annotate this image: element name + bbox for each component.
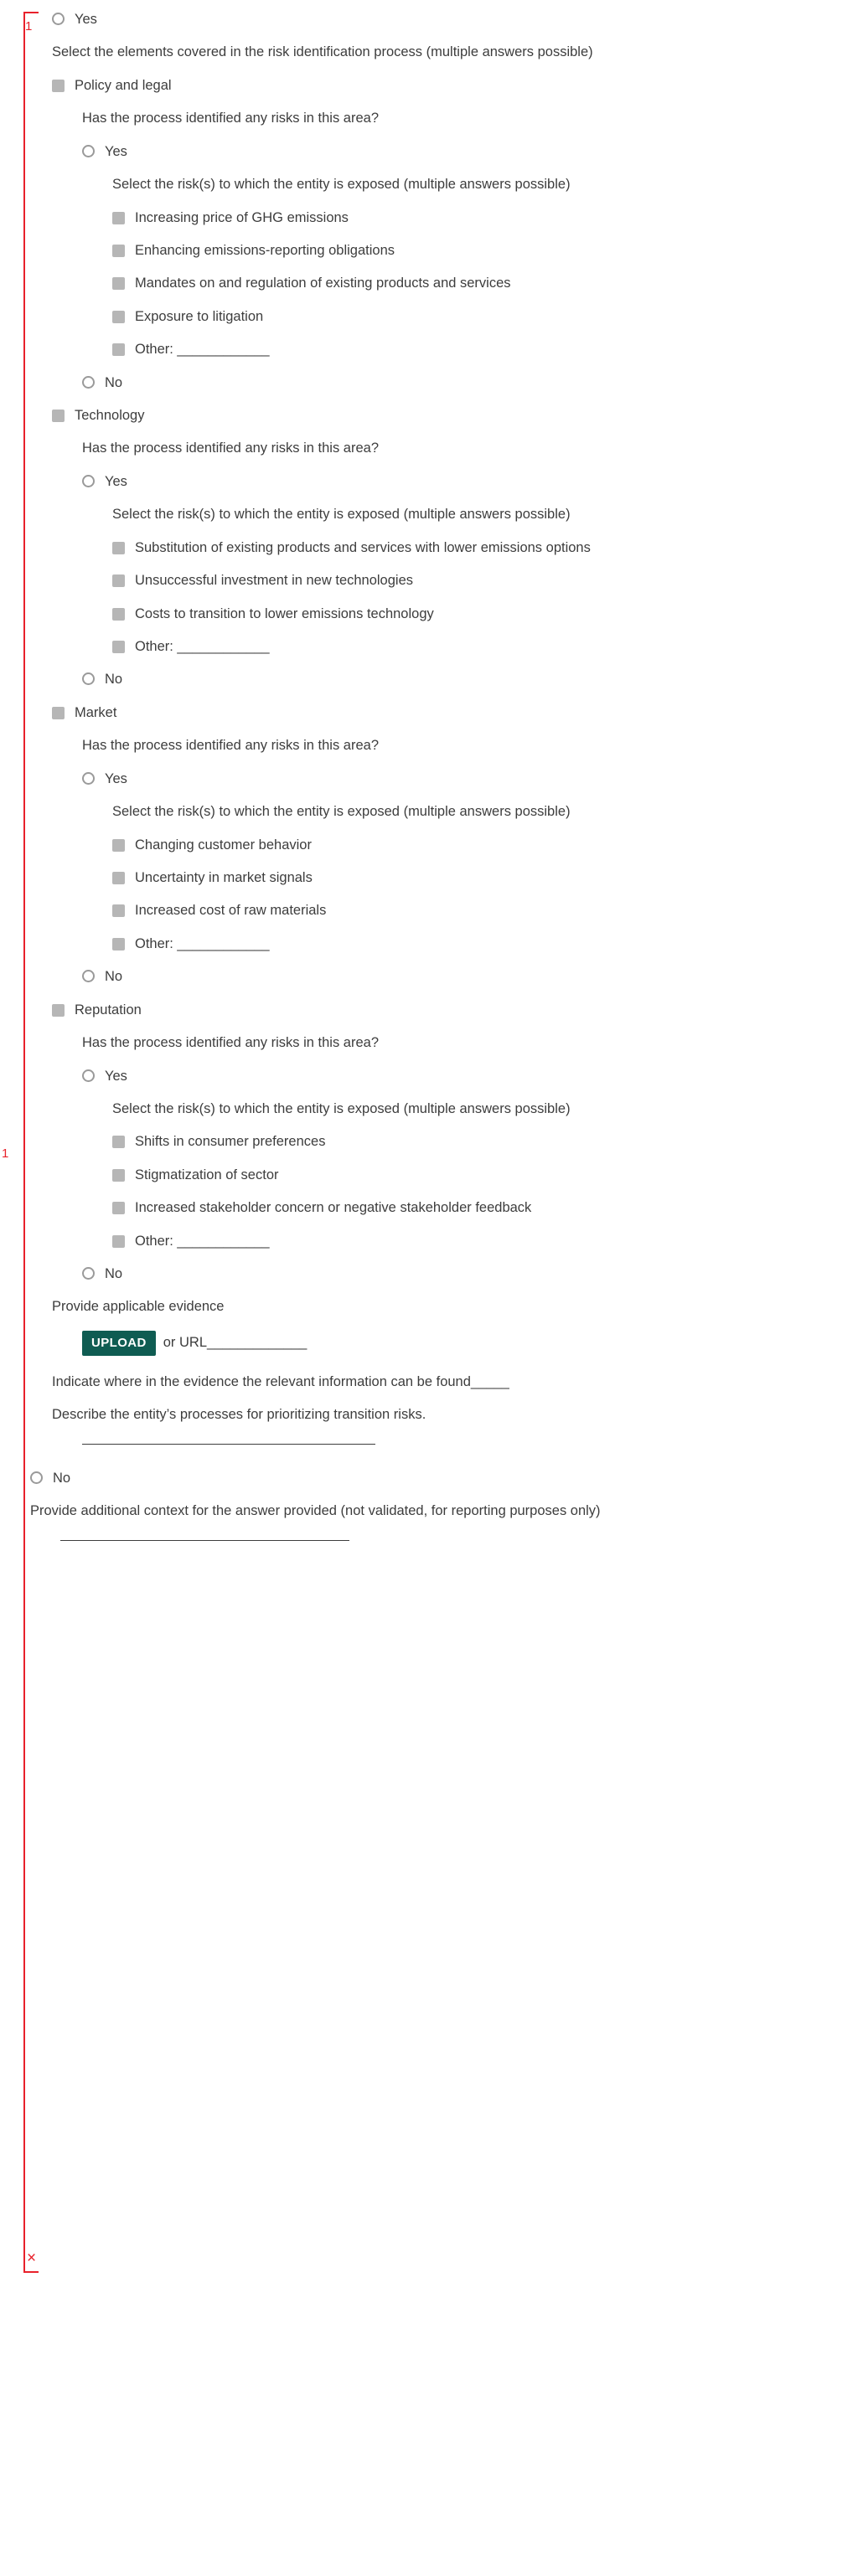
risk-prompt-market: Select the risk(s) to which the entity is exposed (multiple answers possible) — [112, 804, 571, 820]
checkbox-label: Mandates on and regulation of existing products and services — [135, 276, 511, 291]
area-question-policy: Has the process identified any risks in this area? — [82, 111, 380, 126]
checkbox-icon[interactable] — [112, 212, 125, 224]
radio-label: Yes — [105, 473, 127, 489]
checkbox-icon[interactable] — [112, 938, 125, 951]
annotation-cross-mark: × — [27, 2249, 37, 2267]
checkbox-icon[interactable] — [52, 707, 65, 719]
radio-option-no-bottom[interactable] — [30, 1469, 838, 1488]
radio-technology-yes[interactable] — [82, 472, 838, 492]
radio-label: Yes — [105, 143, 127, 159]
area-question-market: Has the process identified any risks in this area? — [82, 738, 380, 754]
checkbox-risk-policy-1[interactable] — [112, 209, 838, 228]
additional-context-input[interactable] — [60, 1528, 349, 1541]
checkbox-label: Increased stakeholder concern or negative stakeholder feedback — [135, 1200, 532, 1216]
radio-market-yes[interactable] — [82, 770, 838, 789]
checkbox-icon[interactable] — [112, 904, 125, 917]
radio-label: No — [105, 969, 123, 985]
area-question-reputation: Has the process identified any risks in this area? — [82, 1035, 380, 1051]
checkbox-label: Enhancing emissions-reporting obligations — [135, 242, 395, 258]
radio-icon[interactable] — [82, 1267, 95, 1280]
checkbox-icon[interactable] — [112, 1235, 125, 1248]
checkbox-label: Technology — [75, 408, 145, 424]
additional-context-prompt: Provide additional context for the answer provided (not validated, for reporting purposes only) — [30, 1503, 601, 1519]
radio-icon[interactable] — [82, 970, 95, 982]
radio-icon[interactable] — [82, 772, 95, 785]
radio-policy-yes[interactable] — [82, 142, 838, 162]
checkbox-label-other: Other: ____________ — [135, 342, 270, 358]
checkbox-icon[interactable] — [112, 277, 125, 290]
radio-reputation-yes[interactable] — [82, 1067, 838, 1086]
checkbox-icon[interactable] — [112, 311, 125, 323]
checkbox-icon[interactable] — [112, 1169, 125, 1182]
checkbox-label: Changing customer behavior — [135, 837, 312, 853]
checkbox-icon[interactable] — [112, 839, 125, 852]
evidence-prompt: Provide applicable evidence — [52, 1299, 225, 1315]
checkbox-risk-reputation-other[interactable] — [112, 1232, 838, 1251]
checkbox-icon[interactable] — [112, 1136, 125, 1148]
checkbox-risk-technology-3[interactable] — [112, 605, 838, 624]
checkbox-risk-technology-1[interactable] — [112, 538, 838, 558]
checkbox-risk-market-3[interactable] — [112, 901, 838, 920]
checkbox-label: Increased cost of raw materials — [135, 903, 327, 919]
checkbox-risk-reputation-3[interactable] — [112, 1198, 838, 1218]
radio-icon[interactable] — [82, 1069, 95, 1082]
radio-policy-no[interactable] — [82, 374, 838, 393]
checkbox-icon[interactable] — [112, 542, 125, 554]
checkbox-label: Market — [75, 704, 117, 720]
checkbox-label: Increasing price of GHG emissions — [135, 209, 349, 225]
checkbox-technology[interactable] — [52, 406, 838, 425]
radio-icon[interactable] — [82, 376, 95, 389]
radio-label: No — [105, 374, 123, 390]
checkbox-risk-policy-2[interactable] — [112, 241, 838, 260]
radio-market-no[interactable] — [82, 967, 838, 987]
checkbox-label: Shifts in consumer preferences — [135, 1134, 326, 1150]
checkbox-risk-reputation-1[interactable] — [112, 1132, 838, 1151]
checkbox-risk-reputation-2[interactable] — [112, 1166, 838, 1185]
checkbox-icon[interactable] — [112, 872, 125, 884]
describe-prioritizing-prompt: Describe the entity’s processes for prioritizing transition risks. — [52, 1407, 426, 1423]
checkbox-label: Stigmatization of sector — [135, 1167, 279, 1182]
checkbox-label-other: Other: ____________ — [135, 639, 270, 655]
checkbox-icon[interactable] — [112, 245, 125, 257]
evidence-location-field[interactable]: Indicate where in the evidence the relevant information can be found_____ — [52, 1373, 509, 1389]
radio-label: No — [53, 1470, 71, 1486]
checkbox-policy-and-legal[interactable] — [52, 76, 838, 95]
elements-prompt: Select the elements covered in the risk identification process (multiple answers possible) — [52, 44, 593, 60]
radio-icon[interactable] — [82, 475, 95, 487]
checkbox-risk-policy-other[interactable] — [112, 340, 838, 359]
checkbox-label: Costs to transition to lower emissions technology — [135, 605, 434, 621]
radio-label: No — [105, 1266, 123, 1282]
annotation-number-top: 1 — [25, 19, 33, 33]
evidence-upload-row — [82, 1331, 838, 1356]
checkbox-icon[interactable] — [112, 1202, 125, 1214]
radio-icon[interactable] — [30, 1471, 43, 1484]
checkbox-label: Policy and legal — [75, 77, 172, 93]
checkbox-risk-market-2[interactable] — [112, 868, 838, 888]
checkbox-label-other: Other: ____________ — [135, 935, 270, 951]
checkbox-risk-market-other[interactable] — [112, 935, 838, 954]
risk-prompt-reputation: Select the risk(s) to which the entity is exposed (multiple answers possible) — [112, 1100, 571, 1116]
risk-prompt-policy: Select the risk(s) to which the entity is exposed (multiple answers possible) — [112, 177, 571, 193]
checkbox-icon[interactable] — [112, 641, 125, 653]
checkbox-risk-market-1[interactable] — [112, 836, 838, 855]
radio-reputation-no[interactable] — [82, 1265, 838, 1284]
radio-label: Yes — [105, 1068, 127, 1084]
checkbox-icon[interactable] — [52, 1004, 65, 1017]
checkbox-risk-technology-2[interactable] — [112, 571, 838, 590]
area-question-technology: Has the process identified any risks in this area? — [82, 440, 380, 456]
checkbox-label-other: Other: ____________ — [135, 1233, 270, 1249]
risk-prompt-technology: Select the risk(s) to which the entity is exposed (multiple answers possible) — [112, 507, 571, 523]
checkbox-label: Unsuccessful investment in new technologies — [135, 573, 414, 589]
checkbox-label: Uncertainty in market signals — [135, 869, 313, 885]
radio-label: No — [105, 672, 123, 688]
describe-answer-input[interactable] — [82, 1432, 375, 1445]
checkbox-label: Substitution of existing products and services with lower emissions options — [135, 539, 591, 555]
upload-button[interactable]: UPLOAD — [82, 1331, 156, 1356]
checkbox-icon[interactable] — [112, 574, 125, 587]
radio-icon[interactable] — [52, 13, 65, 25]
checkbox-icon[interactable] — [112, 608, 125, 621]
checkbox-risk-policy-3[interactable] — [112, 274, 838, 293]
radio-label: Yes — [105, 770, 127, 786]
radio-option-yes-top[interactable] — [52, 10, 838, 29]
checkbox-icon[interactable] — [52, 80, 65, 92]
radio-icon[interactable] — [82, 672, 95, 685]
checkbox-label: Exposure to litigation — [135, 308, 264, 324]
radio-icon[interactable] — [82, 145, 95, 157]
checkbox-reputation[interactable] — [52, 1001, 838, 1020]
checkbox-icon[interactable] — [112, 343, 125, 356]
radio-label: Yes — [75, 12, 97, 27]
checkbox-risk-policy-4[interactable] — [112, 307, 838, 327]
checkbox-label: Reputation — [75, 1002, 142, 1018]
url-input-field[interactable]: or URL_____________ — [163, 1335, 307, 1351]
radio-technology-no[interactable] — [82, 670, 838, 689]
checkbox-risk-technology-other[interactable] — [112, 637, 838, 657]
annotation-number-middle: 1 — [2, 1146, 9, 1161]
checkbox-market[interactable] — [52, 703, 838, 723]
checkbox-icon[interactable] — [52, 410, 65, 422]
